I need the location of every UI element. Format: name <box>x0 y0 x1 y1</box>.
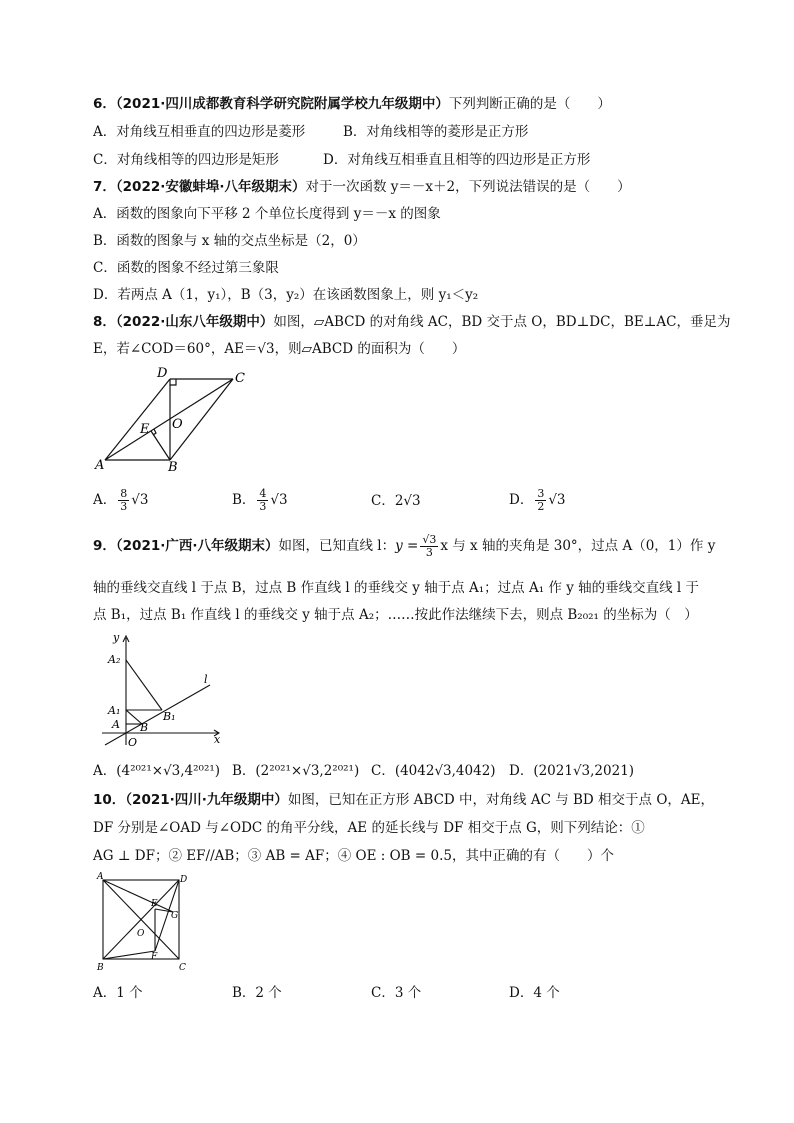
q10-option-a: A．1 个 <box>93 985 143 1001</box>
q10-option-b: B．2 个 <box>232 985 282 1001</box>
q9-option-a: A．(4²⁰²¹×√3,4²⁰²¹) <box>93 763 221 779</box>
q6-option-c: C．对角线相等的四边形是矩形 <box>93 152 279 168</box>
q10-number: 10． <box>93 792 126 808</box>
q9-stem-line3: 点 B₁，过点 B₁ 作直线 l 的垂线交 y 轴于点 A₂；……按此作法继续下去，则点 B₂₀₂₁ 的坐标为（ ） <box>93 607 698 623</box>
q10-label-o: O <box>137 929 145 939</box>
q9-label-b: B <box>140 721 149 734</box>
q6-option-d: D．对角线互相垂直且相等的四边形是正方形 <box>323 152 591 168</box>
q8-number: 8． <box>93 314 116 330</box>
q10-label-a: A <box>97 872 104 882</box>
q9-question-1b: x 与 x 轴的夹角是 30°，过点 A（0，1）作 y <box>440 538 716 554</box>
q8-source: （2022·山东八年级期中） <box>115 314 274 330</box>
q7-option-a: A．函数的图象向下平移 2 个单位长度得到 y＝－x 的图象 <box>93 206 441 222</box>
q8-stem-line1 <box>93 312 731 332</box>
q9-segment-b1a2 <box>126 660 162 710</box>
q10-option-c: C．3 个 <box>371 985 422 1001</box>
q9-label-l: l <box>204 673 208 686</box>
q6-option-b: B．对角线相等的菱形是正方形 <box>343 124 529 140</box>
q10-stem-line1 <box>93 790 714 810</box>
q10-line-ag <box>103 880 173 912</box>
q8-segment-be <box>151 431 170 460</box>
q8-option-b: B． $\frac{4}{3}$ √3 <box>232 487 288 513</box>
q9-figure <box>100 630 230 750</box>
q9-stem-line2: 轴的垂线交直线 l 于点 B，过点 B 作直线 l 的垂线交 y 轴于点 A₁；过点 A₁ 作 y 轴的垂线交直线 l 于 <box>93 580 700 596</box>
q10-label-d: D <box>180 875 188 885</box>
q8-option-a: A． $\frac{8}{3}$ √3 <box>93 487 149 513</box>
q6-number: 6． <box>93 96 116 112</box>
q6-source: （2021·四川成都教育科学研究院附属学校九年级期中） <box>115 96 449 112</box>
q10-stem-line3: AG ⊥ DF；② EF//AB；③ AB = AF；④ OE : OB = 0.5，其中正确的有（ ）个 <box>93 848 614 864</box>
q10-label-b: B <box>97 963 104 973</box>
q10-label-e: E <box>151 899 158 909</box>
q9-option-b: B．(2²⁰²¹×√3,2²⁰²¹) <box>232 763 360 779</box>
q6-option-a: A．对角线互相垂直的四边形是菱形 <box>93 124 306 140</box>
q9-label-a1: A₁ <box>108 704 121 717</box>
q8-figure <box>95 365 255 475</box>
q7-question: 对于一次函数 y＝－x＋2，下列说法错误的是（ ） <box>305 179 631 195</box>
q9-label-o: O <box>128 736 138 749</box>
q8-question-1: 如图，▱ABCD 的对角线 AC，BD 交于点 O，BD⊥DC，BE⊥AC，垂足为 <box>273 314 731 330</box>
q10-label-f: F <box>151 952 158 962</box>
q6-stem <box>93 94 611 114</box>
q7-option-d: D．若两点 A（1，y₁），B（3，y₂）在该函数图象上，则 y₁＜y₂ <box>93 287 479 303</box>
q9-formula-frac: $\frac{√3}{3}$ <box>422 533 437 559</box>
q9-label-y: y <box>113 631 120 644</box>
q9-label-x: x <box>214 733 221 746</box>
q10-option-d: D．4 个 <box>509 985 560 1001</box>
q10-label-g: G <box>171 911 179 921</box>
q10-figure <box>95 872 195 972</box>
q9-label-b1: B₁ <box>163 710 176 723</box>
q9-label-a: A <box>112 718 120 731</box>
q9-stem-line1 <box>93 534 715 559</box>
q8-label-o: O <box>172 417 183 432</box>
q9-label-a2: A₂ <box>108 653 121 666</box>
q8-stem-line2: E，若∠COD＝60°，AE＝√3，则▱ABCD 的面积为（ ） <box>93 341 466 357</box>
q10-source: （2021·四川·九年级期中） <box>125 792 288 808</box>
q9-source: （2021·广西·八年级期末） <box>115 538 279 554</box>
q7-number: 7． <box>93 179 116 195</box>
q9-line-l <box>105 685 210 745</box>
q9-question-1: 如图，已知直线 l： <box>278 538 396 554</box>
q8-side-da <box>105 379 170 460</box>
q10-stem-line2: DF 分别是∠OAD 与∠ODC 的角平分线，AE 的延长线与 DF 相交于点 G，则下列结论：① <box>93 820 645 836</box>
q7-option-c: C．函数的图象不经过第三象限 <box>93 260 279 276</box>
q8-right-angle-d <box>170 379 176 385</box>
q8-label-b: B <box>168 460 178 475</box>
q8-label-c: C <box>235 371 245 386</box>
q10-label-c: C <box>179 963 186 973</box>
q6-question: 下列判断正确的是（ ） <box>448 96 611 112</box>
q8-option-c: C．2√3 <box>371 493 421 509</box>
q7-stem <box>93 177 631 197</box>
q8-label-d: D <box>157 366 168 381</box>
q7-source: （2022·安徽蚌埠·八年级期末） <box>115 179 306 195</box>
q8-diagonal-ac <box>105 379 233 460</box>
q9-option-d: D．(2021√3,2021) <box>509 763 635 779</box>
q10-question-1: 如图，已知在正方形 ABCD 中，对角线 AC 与 BD 相交于点 O，AE， <box>287 792 714 808</box>
q10-segment-bf <box>103 951 155 959</box>
q7-option-b: B．函数的图象与 x 轴的交点坐标是（2，0） <box>93 233 366 249</box>
q9-option-c: C．(4042√3,4042) <box>371 763 496 779</box>
q8-label-e: E <box>140 422 150 437</box>
q9-number: 9． <box>93 538 116 554</box>
q8-option-d: D． $\frac{3}{2}$ √3 <box>509 487 566 513</box>
q9-formula-y: y = <box>395 538 419 554</box>
q8-label-a: A <box>95 458 105 473</box>
